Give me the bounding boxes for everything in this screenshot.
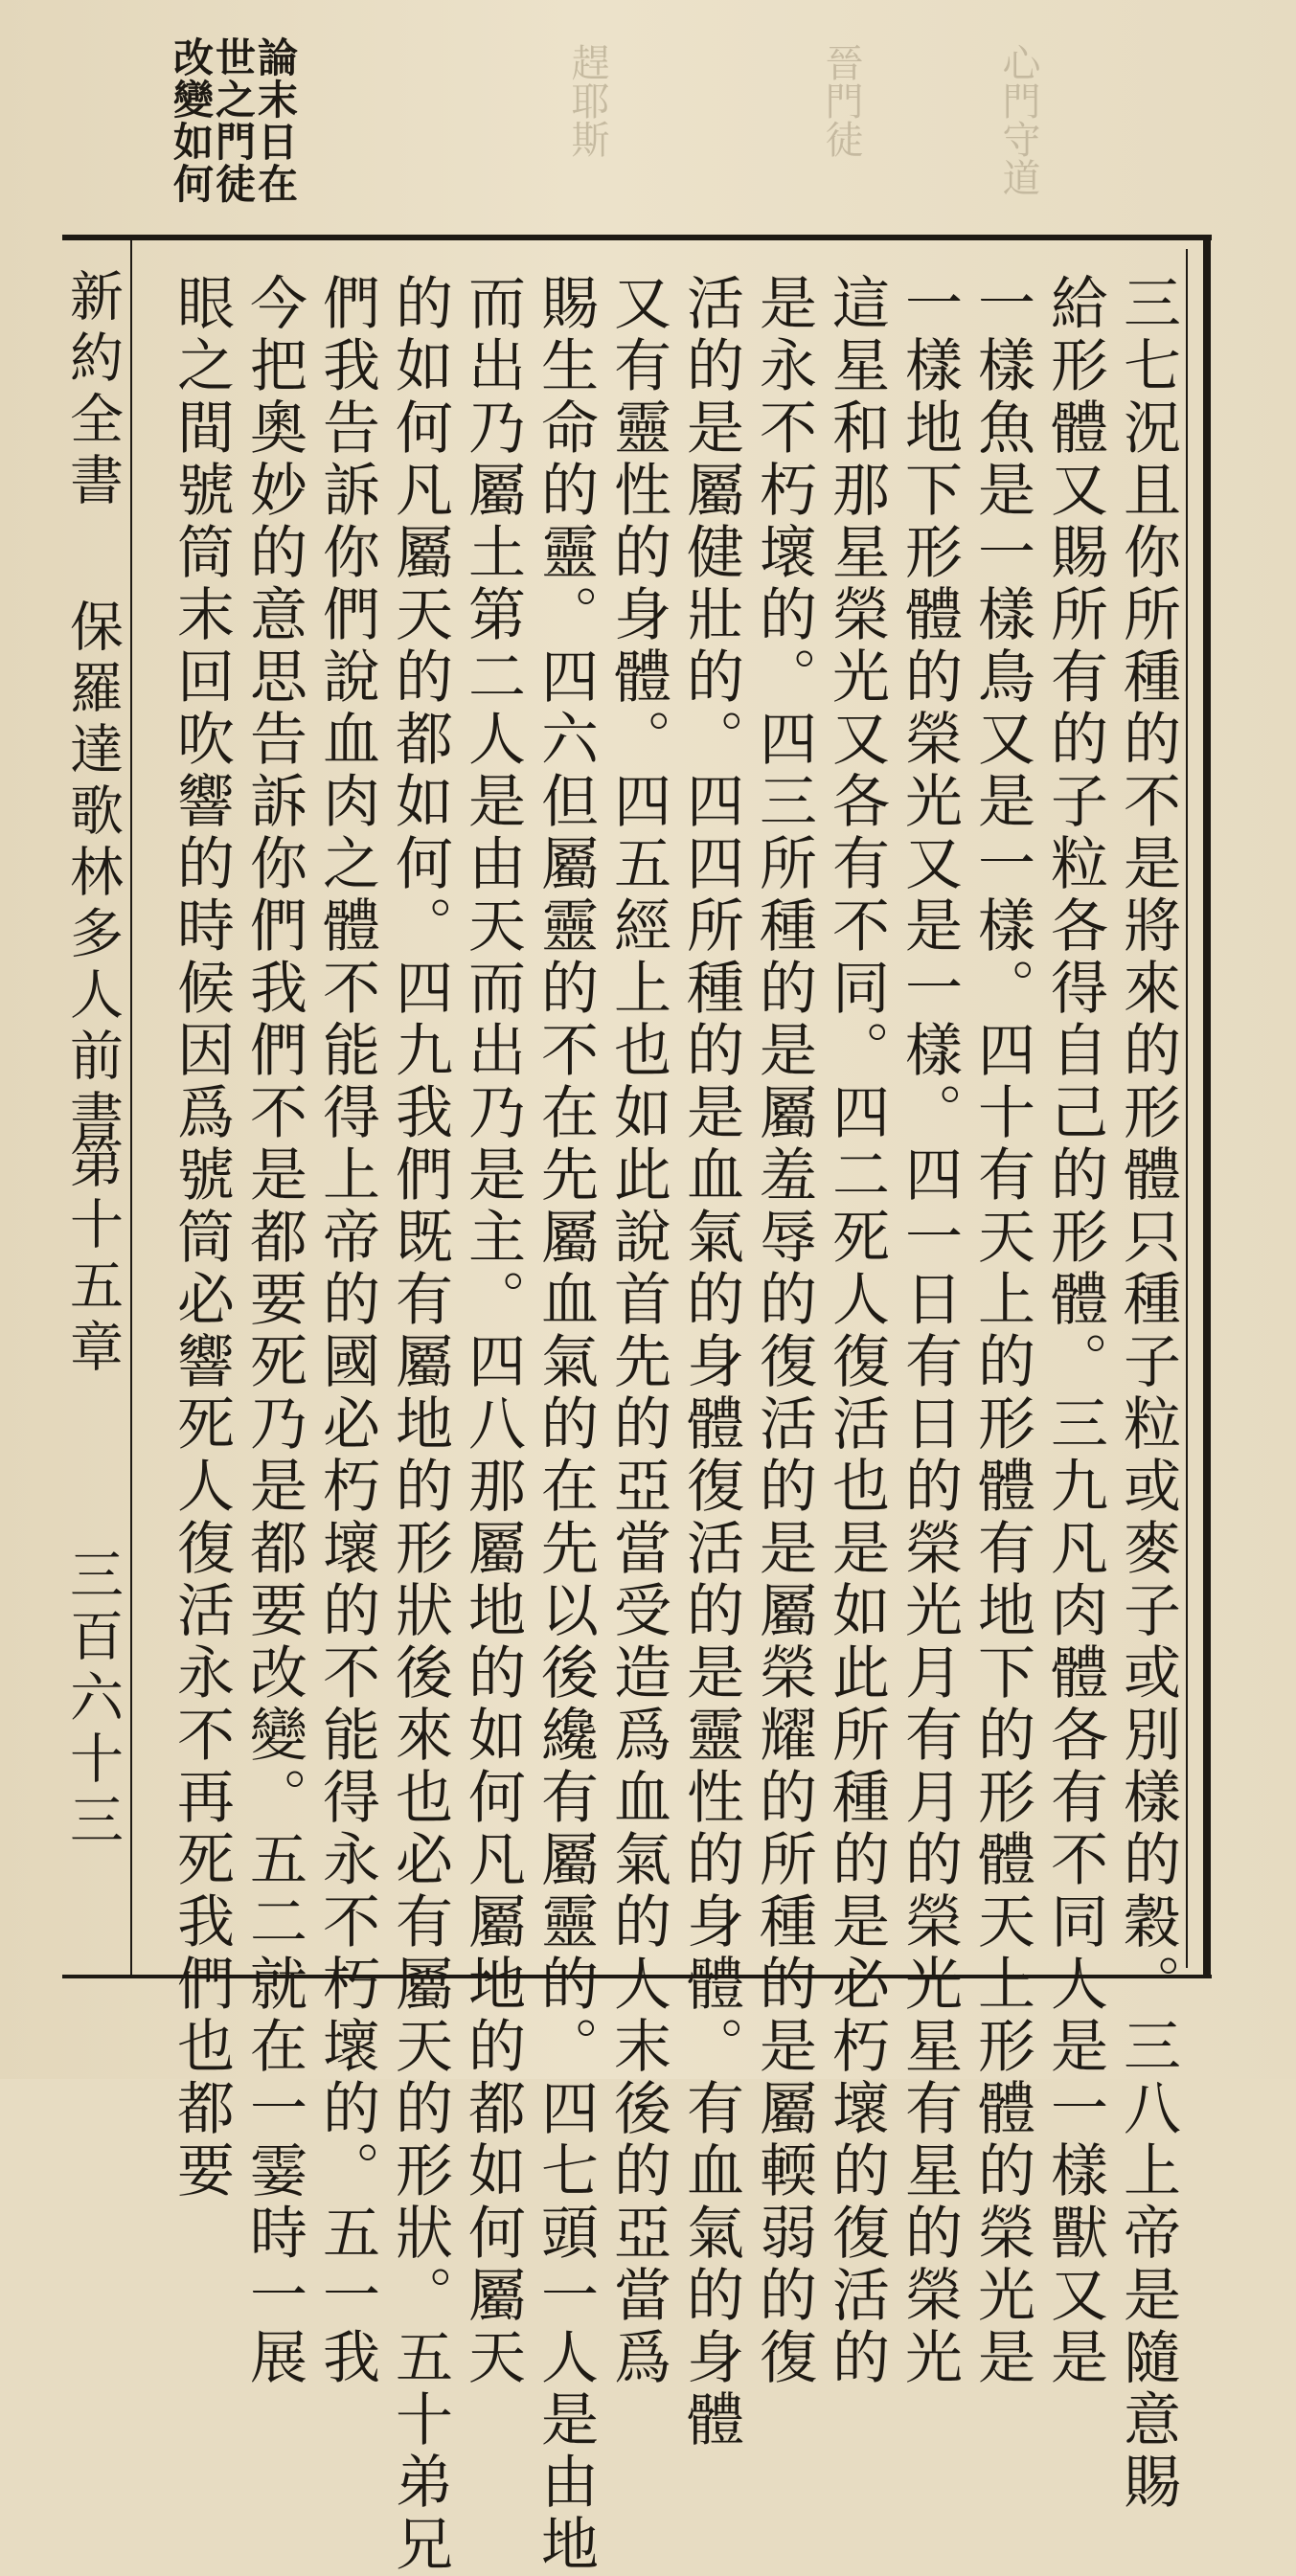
headnote-col-1: 論末日在 xyxy=(252,36,299,205)
body-col-4: 一樣地下形體的榮光又是一樣。四一日有日的榮光月有月的榮光星有星的榮光 xyxy=(896,273,963,2389)
bleed-through-col-1: 心門守道 xyxy=(996,43,1040,196)
body-col-9: 賜生命的靈。四六但屬靈的不在先屬血氣的在先以後纔有屬靈的。四七頭一人是由地 xyxy=(532,273,599,2576)
body-col-7: 活的是屬健壯的。四四所種的是血氣的身體復活的是靈性的身體。有血氣的身體 xyxy=(677,273,744,2452)
right-rule-thick xyxy=(1203,235,1211,1978)
body-col-12: 們我告訴你們說血肉之體不能得上帝的國必朽壞的不能得永不朽壞的。五一我 xyxy=(313,273,380,2389)
right-rule-thin xyxy=(1186,249,1188,1968)
body-col-6: 是永不朽壞的。四三所種的是屬羞辱的復活的是屬榮耀的所種的是屬輭弱的復 xyxy=(750,273,817,2389)
chapter-number: 第十五章 xyxy=(61,1135,124,1380)
body-col-2: 給形體又賜所有的子粒各得自己的形體。三九凡肉體各有不同人是一樣獸又是 xyxy=(1041,273,1108,2389)
body-col-1: 三七況且你所種的不是將來的形體只種子粒或麥子或別樣的穀。三八上帝是隨意賜 xyxy=(1114,273,1181,2514)
margin-divider-rule xyxy=(130,240,132,1975)
body-col-10: 而出乃屬土第二人是由天而出乃是主。四八那屬地的如何凡屬地的都如何屬天 xyxy=(459,273,526,2389)
body-col-3: 一樣魚是一樣鳥又是一樣。四十有天上的形體有地下的形體天上形體的榮光是 xyxy=(968,273,1035,2389)
book-title: 新約全書 xyxy=(61,268,124,513)
body-col-8: 又有靈性的身體。四五經上也如此說首先的亞當受造爲血氣的人末後的亞當爲 xyxy=(604,273,671,2389)
chapter-title: 保羅達歌林多人前書 xyxy=(61,599,124,1150)
top-rule xyxy=(62,235,1212,240)
body-col-13: 今把奧妙的意思告訴你們我們不是都要死乃是都要改變。五二就在一霎時一展 xyxy=(240,273,307,2389)
headnote-col-2: 世之門徒 xyxy=(210,36,257,205)
body-col-5: 這星和那星榮光又各有不同。四二死人復活也是如此所種的是必朽壞的復活的 xyxy=(823,273,890,2389)
body-col-11: 的如何凡屬天的都如何。四九我們既有屬地的形狀後來也必有屬天的形狀。五十弟兄 xyxy=(386,273,453,2576)
body-col-14: 眼之間號筒末回吹響的時候因爲號筒必響死人復活永不再死我們也都要 xyxy=(168,273,235,2203)
page-number: 三百六十三 xyxy=(61,1547,124,1853)
headnote-col-3: 改變如何 xyxy=(168,36,215,205)
bleed-through-col-3: 趕耶斯 xyxy=(565,43,609,158)
bleed-through-col-2: 晉門徒 xyxy=(819,43,863,158)
